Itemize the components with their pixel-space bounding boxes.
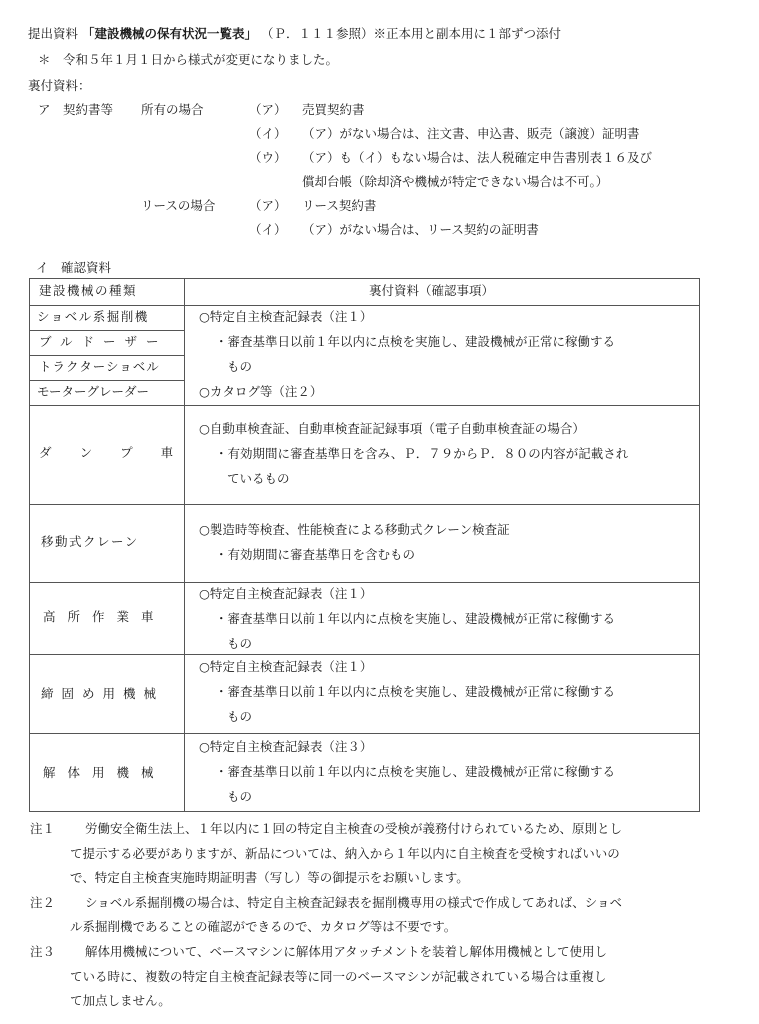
requirement-bullet: ・審査基準日以前１年以内に点検を実施し、建設機械が正常に稼働する <box>215 611 616 626</box>
confirm-heading: イ 確認資料 <box>36 260 112 275</box>
requirement-main: ○特定自主検査記録表（注３） <box>199 739 373 754</box>
machine-type: ダンプ車 <box>39 445 202 460</box>
note-line: て加点しません。 <box>70 993 171 1008</box>
note-line: ショベル系掘削機の場合は、特定自主検査記録表を掘削機専用の様式で作成してあれば、ショベ <box>85 895 623 910</box>
table-rule <box>29 355 185 356</box>
table-rule <box>29 504 700 505</box>
machine-type: 解体用機械 <box>43 765 166 780</box>
note-line: て提示する必要がありますが、新品については、納入から１年以内に自主検査を受検すればいいの <box>70 846 620 861</box>
header-prefix: 提出資料 <box>28 26 79 41</box>
col1-header: 建設機械の種類 <box>39 283 138 298</box>
machine-type: モーターグレーダー <box>37 384 150 399</box>
note-line: で、特定自主検査実施時期証明書（写し）等の御提示をお願いします。 <box>70 870 469 885</box>
header-suffix: （Ｐ．１１１参照）※正本用と副本用に１部ずつ添付 <box>261 26 562 41</box>
lease-item-mark: （ア） <box>249 198 287 213</box>
note-line: ル系掘削機であることの確認ができるので、カタログ等は不要です。 <box>70 919 457 934</box>
lease-item-text: （ア）がない場合は、リース契約の証明書 <box>302 222 539 237</box>
table-border-right <box>699 278 700 812</box>
requirement-bullet: ・有効期間に審査基準日を含むもの <box>215 547 416 562</box>
header-line2: ＊ 令和５年１月１日から様式が変更になりました。 <box>38 52 339 67</box>
section-a-label: ア 契約書等 <box>38 102 114 117</box>
requirement-bullet-cont: もの <box>227 359 253 374</box>
table-rule <box>29 733 700 734</box>
requirement-main: ○特定自主検査記録表（注１） <box>199 586 373 601</box>
requirement-bullet-cont: もの <box>227 636 253 651</box>
owned-item-mark: （ウ） <box>249 150 287 165</box>
requirement-bullet-cont: ているもの <box>227 471 290 486</box>
header-title: 「建設機械の保有状況一覧表」 <box>82 26 258 41</box>
requirement-main: ○特定自主検査記録表（注１） <box>199 659 373 674</box>
table-rule <box>29 380 185 381</box>
note-label: 注２ <box>30 895 56 910</box>
table-rule <box>29 654 700 655</box>
requirement-bullet: ・審査基準日以前１年以内に点検を実施し、建設機械が正常に稼働する <box>215 334 616 349</box>
requirement-bullet: ・有効期間に審査基準日を含み、Ｐ．７９からＰ．８０の内容が記載され <box>215 446 629 461</box>
confirm-table <box>29 278 700 812</box>
header-line1 <box>28 28 561 41</box>
owned-label: 所有の場合 <box>141 102 204 117</box>
owned-item-continuation: 償却台帳（除却済や機械が特定できない場合は不可。） <box>302 174 609 189</box>
table-rule <box>29 305 700 306</box>
note-line: 解体用機械について、ベースマシンに解体用アタッチメントを装着し解体用機械として使用し <box>85 944 607 959</box>
requirement-main: ○自動車検査証、自動車検査証記録事項（電子自動車検査証の場合） <box>199 421 585 436</box>
machine-type: 移動式クレーン <box>41 534 139 549</box>
note-line: 労働安全衛生法上、１年以内に１回の特定自主検査の受検が義務付けられているため、原則とし <box>85 821 623 836</box>
requirement-main: ○製造時等検査、性能検査による移動式クレーン検査証 <box>199 522 510 537</box>
col2-header: 裏付資料（確認事項） <box>369 283 495 298</box>
note-label: 注１ <box>30 821 56 836</box>
table-rule <box>29 811 700 812</box>
machine-type: ショベル系掘削機 <box>37 309 149 324</box>
table-rule <box>29 330 185 331</box>
table-rule <box>29 582 700 583</box>
owned-item-text: （ア）がない場合は、注文書、申込書、販売（譲渡）証明書 <box>302 126 640 141</box>
machine-type: 高所作業車 <box>43 609 166 624</box>
lease-item-mark: （イ） <box>249 222 287 237</box>
lease-label: リースの場合 <box>141 198 216 213</box>
table-border-left <box>29 278 30 812</box>
attachments-heading: 裏付資料： <box>28 78 91 93</box>
owned-item-text: （ア）も（イ）もない場合は、法人税確定申告書別表１６及び <box>302 150 653 165</box>
requirement-bullet: ・審査基準日以前１年以内に点検を実施し、建設機械が正常に稼働する <box>215 764 616 779</box>
note-line: ている時に、複数の特定自主検査記録表等に同一のベースマシンが記載されている場合は重複し <box>70 969 607 984</box>
machine-type: ブルドーザー <box>39 334 168 349</box>
machine-type: 締固め用機械 <box>41 686 165 701</box>
machine-type: トラクターショベル <box>39 359 160 374</box>
table-rule <box>29 278 700 279</box>
owned-item-mark: （ア） <box>249 102 287 117</box>
requirement-main: ○カタログ等（注２） <box>199 384 323 399</box>
owned-item-mark: （イ） <box>249 126 287 141</box>
requirement-main: ○特定自主検査記録表（注１） <box>199 309 373 324</box>
requirement-bullet: ・審査基準日以前１年以内に点検を実施し、建設機械が正常に稼働する <box>215 684 616 699</box>
note-label: 注３ <box>30 944 56 959</box>
requirement-bullet-cont: もの <box>227 709 253 724</box>
requirement-bullet-cont: もの <box>227 789 253 804</box>
table-rule <box>29 405 700 406</box>
lease-item-text: リース契約書 <box>302 198 377 213</box>
owned-item-text: 売買契約書 <box>302 102 365 117</box>
table-divider <box>184 278 185 812</box>
